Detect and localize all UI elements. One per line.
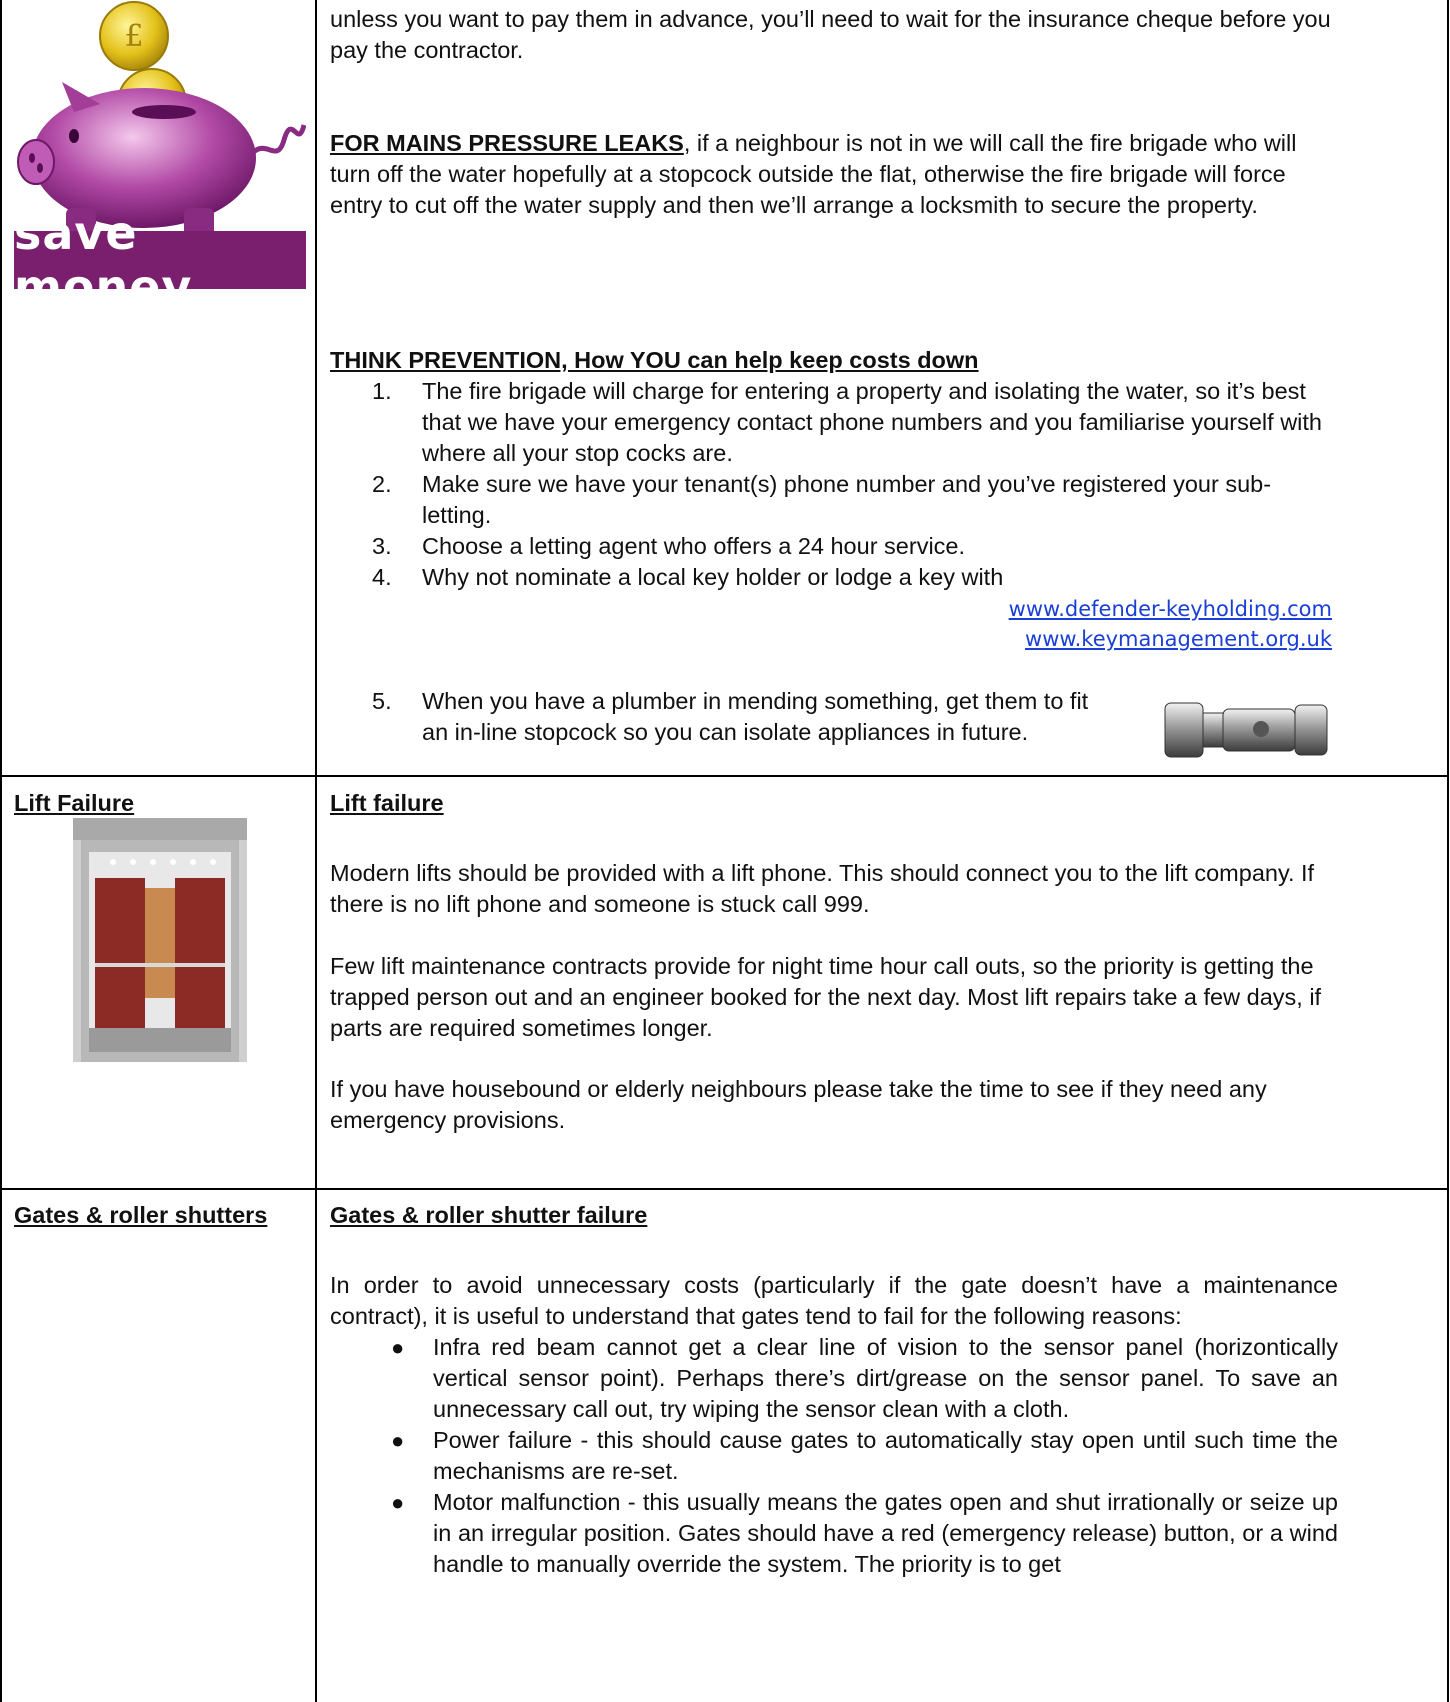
defender-keyholding-link[interactable]: www.defender-keyholding.com	[1008, 597, 1332, 621]
prevention-heading: THINK PREVENTION, How YOU can help keep costs down	[330, 347, 979, 373]
svg-text:£: £	[124, 19, 144, 54]
list-item: ● Infra red beam cannot get a clear line of vision to the sensor panel (horizontically vertical sensor point). Perhaps there’s dirt/grease on the sensor panel. To save an unnecessary call out, try wiping the sensor clean with a cloth.	[391, 1334, 1338, 1422]
save-money-banner	[14, 206, 306, 314]
gates-title: Gates & roller shutter failure	[330, 1202, 648, 1228]
list-item: 3. Choose a letting agent who offers a 24 hour service.	[372, 533, 966, 559]
list-item: 4. Why not nominate a local key holder or lodge a key with	[372, 564, 1004, 590]
row1-mains-paragraph	[330, 128, 1340, 221]
table-border-left	[0, 0, 2, 1702]
table-border-right	[1447, 0, 1449, 1702]
save-money-label: save money	[14, 206, 193, 314]
mains-pressure-heading: FOR MAINS PRESSURE LEAKS	[330, 130, 684, 156]
list-item: 1. The fire brigade will charge for entering a property and isolating the water, so it’s best that we have your emergency contact phone numbers and you familiarise yourself with where all your stop cocks are.	[372, 378, 1322, 466]
stopcock-icon	[1163, 693, 1331, 769]
keymanagement-link[interactable]: www.keymanagement.org.uk	[1025, 627, 1332, 651]
list-item: ● Power failure - this should cause gates to automatically stay open until such time the mechanisms are re-set.	[391, 1427, 1338, 1484]
gates-bullet-list	[330, 1332, 1338, 1580]
elevator-icon	[73, 818, 247, 1062]
row-divider-2	[0, 1188, 1449, 1190]
table-border-middle	[315, 0, 317, 1702]
lift-failure-title: Lift failure	[330, 790, 444, 816]
lift-image	[73, 818, 247, 1062]
stopcock-image	[1163, 693, 1331, 769]
lift-paragraph-1: Modern lifts should be provided with a lift phone. This should connect you to the lift company. If there is no lift phone and someone is stuck call 999.	[330, 860, 1315, 917]
list-item: ● Motor malfunction - this usually means the gates open and shut irrationally or seize up in an irregular position. Gates should have a red (emergency release) button, or a wind handle to manually override the system. The priority is to get	[391, 1489, 1338, 1577]
lift-paragraph-2: Few lift maintenance contracts provide for night time hour call outs, so the priority is getting the trapped person out and an engineer booked for the next day. Most lift repairs take a few days, if parts are required sometimes longer.	[330, 953, 1322, 1041]
prevention-list	[330, 376, 1330, 593]
row-divider-1	[0, 775, 1449, 777]
prevention-item-5	[330, 686, 1100, 748]
gates-intro: In order to avoid unnecessary costs (particularly if the gate doesn’t have a maintenance contract), it is useful to understand that gates tend to fail for the following reasons:	[330, 1272, 1338, 1329]
gates-left-title: Gates & roller shutters	[14, 1202, 268, 1228]
lift-paragraph-3: If you have housebound or elderly neighbours please take the time to see if they need any emergency provisions.	[330, 1076, 1267, 1133]
row1-paragraph-1: unless you want to pay them in advance, you’ll need to wait for the insurance cheque before you pay the contractor.	[330, 6, 1331, 63]
list-item: 2. Make sure we have your tenant(s) phone number and you’ve registered your sub-letting.	[372, 471, 1272, 528]
list-item: 5. When you have a plumber in mending something, get them to fit an in-line stopcock so you can isolate appliances in future.	[372, 688, 1089, 745]
mains-pressure-text: , if a neighbour is not in we will call the fire brigade who will turn off the water hopefully at a stopcock outside the flat, otherwise the fire brigade will force entry to cut off the water supply and then we’ll arrange a locksmith to secure the property.	[330, 130, 1297, 218]
lift-failure-left-title: Lift Failure	[14, 790, 135, 816]
